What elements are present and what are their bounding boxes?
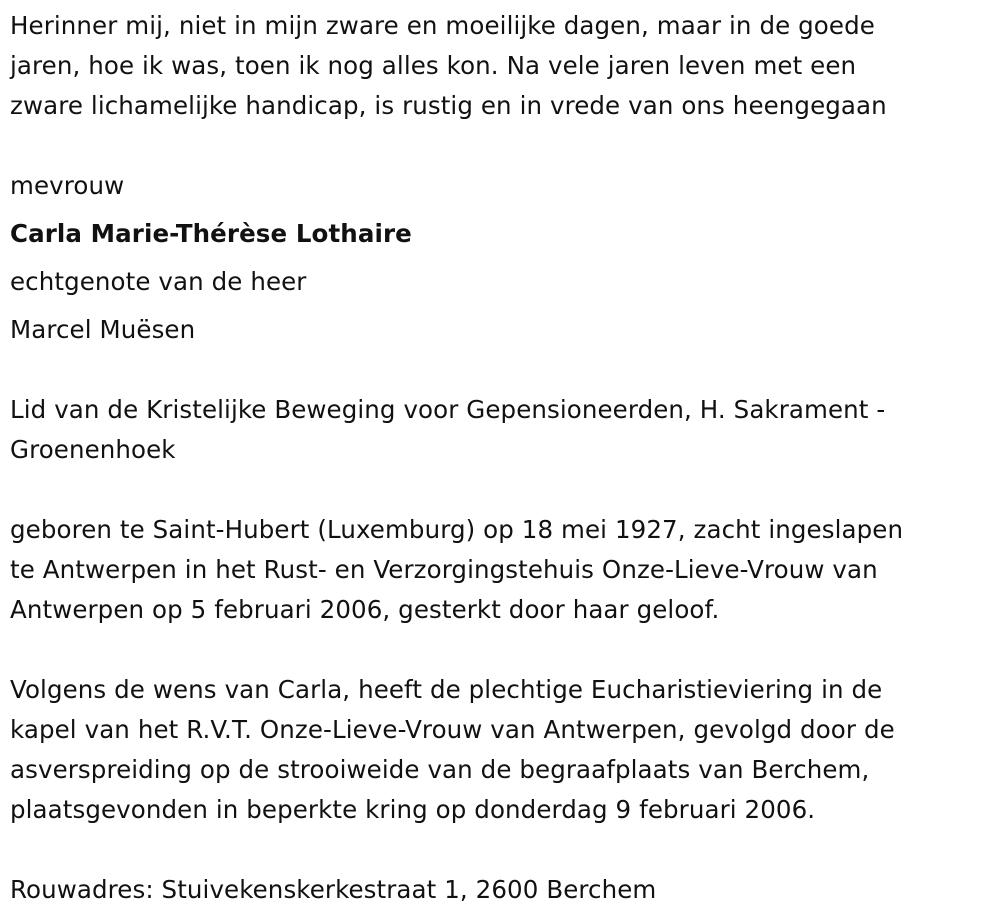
ceremony-line-1: Volgens de wens van Carla, heeft de plechtige Eucharistieviering in de xyxy=(10,675,883,704)
intro-line-3: zware lichamelijke handicap, is rustig en in vrede van ons heengegaan xyxy=(10,91,887,120)
ceremony-line-4: plaatsgevonden in beperkte kring op donderdag 9 februari 2006. xyxy=(10,795,816,824)
birth-death-line-2: te Antwerpen in het Rust- en Verzorgingstehuis Onze-Lieve-Vrouw van xyxy=(10,555,878,584)
birth-death-line-1: geboren te Saint-Hubert (Luxemburg) op 18 mei 1927, zacht ingeslapen xyxy=(10,515,904,544)
spouse-name: Marcel Muësen xyxy=(10,315,196,344)
person-relation: echtgenote van de heer xyxy=(10,267,307,296)
intro-line-2: jaren, hoe ik was, toen ik nog alles kon. Na vele jaren leven met een xyxy=(10,51,857,80)
person-title: mevrouw xyxy=(10,171,125,200)
mourning-address: Rouwadres: Stuivekenskerkestraat 1, 2600 Berchem xyxy=(10,875,657,904)
membership-line-2: Groenenhoek xyxy=(10,435,176,464)
person-name: Carla Marie-Thérèse Lothaire xyxy=(10,219,412,248)
ceremony-line-2: kapel van het R.V.T. Onze-Lieve-Vrouw van Antwerpen, gevolgd door de xyxy=(10,715,895,744)
intro-line-1: Herinner mij, niet in mijn zware en moeilijke dagen, maar in de goede xyxy=(10,11,875,40)
membership-line-1: Lid van de Kristelijke Beweging voor Gepensioneerden, H. Sakrament - xyxy=(10,395,886,424)
birth-death-line-3: Antwerpen op 5 februari 2006, gesterkt door haar geloof. xyxy=(10,595,720,624)
ceremony-line-3: asverspreiding op de strooiweide van de begraafplaats van Berchem, xyxy=(10,755,870,784)
